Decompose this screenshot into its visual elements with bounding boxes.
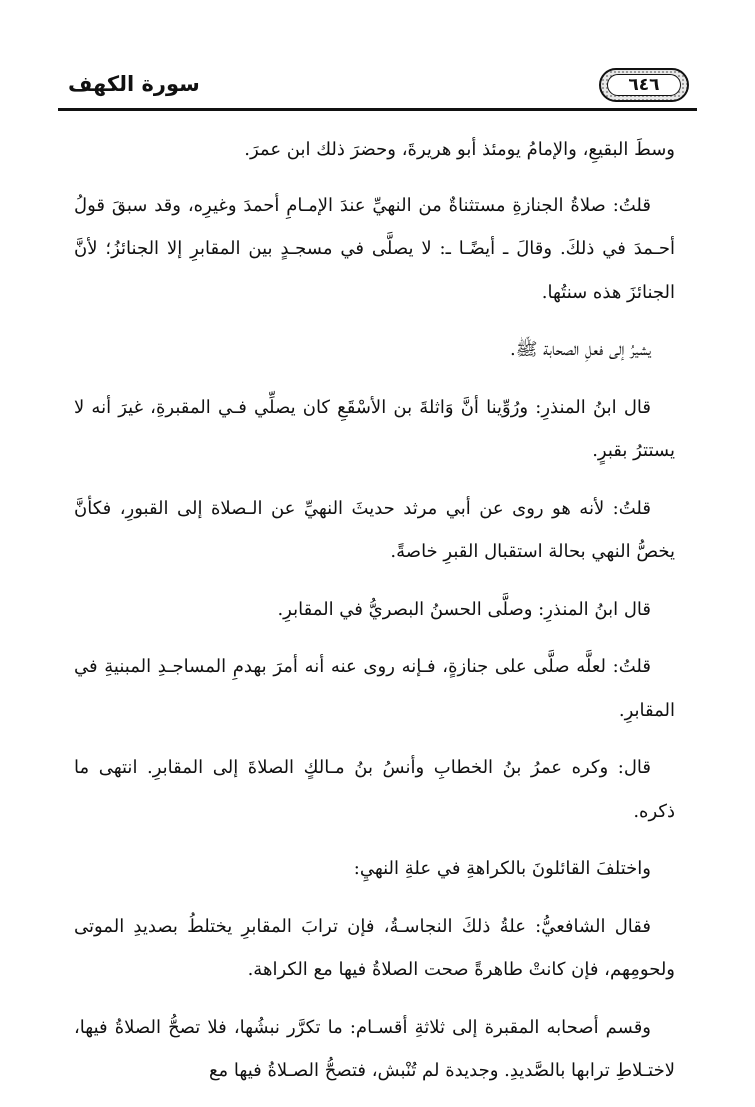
page-header xyxy=(58,62,697,106)
paragraph: قال: وكره عمرُ بنُ الخطابِ وأنسُ بنُ مـالكٍ الصلاةَ إلى المقابرِ. انتهى ما ذكره. xyxy=(74,757,675,822)
surah-title: سورة الكهف xyxy=(68,72,200,96)
paragraph: فقال الشافعيُّ: علةُ ذلكَ النجاسـةُ، فإن ترابَ المقابرِ يختلطُ بصديدِ الموتى ولحومِهم، فإن كانتْ طاهرةً صحت الصلاةُ فيها مع الكراهة. xyxy=(74,915,675,980)
paragraph: قلتُ: لعلَّه صلَّى على جنازةٍ، فـإنه روى عنه أنه أمرَ بهدمِ المساجـدِ المبنيةِ في المقابرِ. xyxy=(74,656,675,721)
page-number: ٦٤٦ xyxy=(628,74,660,95)
paragraph: قال ابنُ المنذرِ: وصلَّى الحسنُ البصريُّ في المقابرِ. xyxy=(277,598,651,620)
paragraph: قال ابنُ المنذرِ: ورُوِّينا أنَّ وَاثلةَ بن الأسْقَعِ كان يصلِّي فـي المقبرةِ، غيرَ أنه لا يستترُ بقبرٍ. xyxy=(74,396,675,461)
paragraph: قلتُ: صلاةُ الجنازةِ مستثناةٌ من النهيِّ عندَ الإمـامِ أحمدَ وغيرِه، وقد سبقَ قولُ أحـمدَ في ذلكَ. وقالَ ـ أيضًـا ـ: لا يصلَّى في مسجـدٍ بين المقابرِ إلا الجنائزُ؛ لأنَّ الجنائزَ هذه سنتُها. xyxy=(74,194,675,303)
header-divider xyxy=(58,108,697,111)
page-number-frame xyxy=(607,74,681,96)
page-number-badge xyxy=(599,68,689,102)
page-body xyxy=(74,128,675,1107)
paragraph: واختلفَ القائلونَ بالكراهةِ في علةِ النهيِ: xyxy=(353,858,651,879)
paragraph: وسطَ البقيعِ، والإمامُ يومئذ أبو هريرةَ، وحضرَ ذلك ابن عمرَ. xyxy=(244,139,675,160)
paragraph: وقسم أصحابه المقبرة إلى ثلاثةِ أقسـام: ما تكرَّر نبشُها، فلا تصحُّ الصلاةُ فيها، لاختـلاطِ ترابها بالصَّديدِ. وجديدة لم تُنْبش، فتصحُّ الصـلاةُ فيها مع xyxy=(74,1016,675,1081)
paragraph: قلتُ: لأنه هو روى عن أبي مرثد حديثَ النهيِّ عن الـصلاة إلى القبورِ، فكأنَّ يخصُّ النهي بحالة استقبال القبرِ خاصةً. xyxy=(74,497,675,562)
paragraph: يشيرُ إلى فعلِ الصحابة ﷺ. xyxy=(509,339,651,360)
